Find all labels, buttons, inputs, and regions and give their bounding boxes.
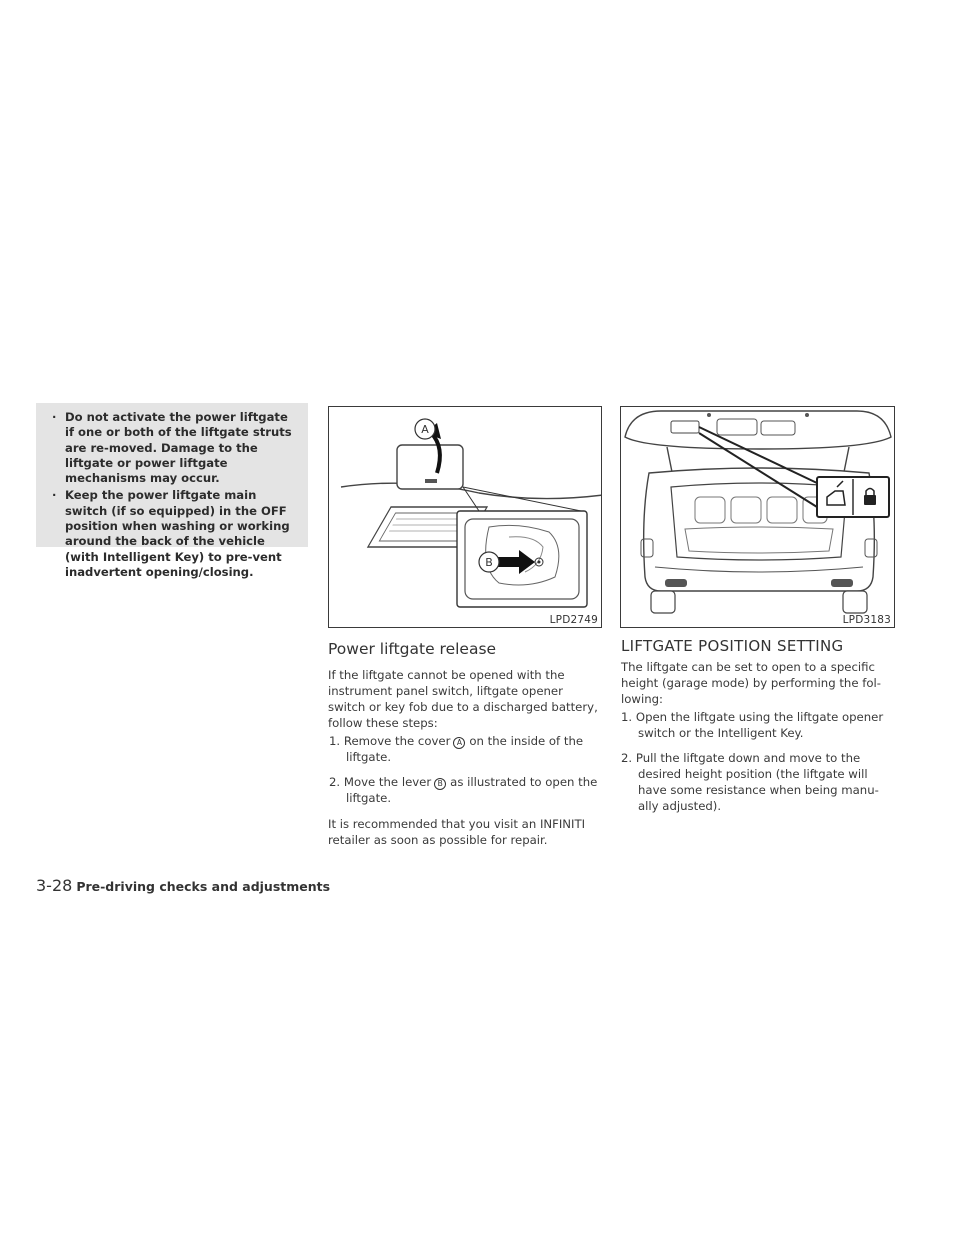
- position-intro: The liftgate can be set to open to a specific height (garage mode) by performing the fol-lowing:: [621, 660, 881, 706]
- bullet: ·: [52, 488, 57, 503]
- page-footer: [36, 876, 330, 895]
- marker-a: A: [453, 737, 465, 749]
- warning-text: Do not activate the power liftgate if one or both of the liftgate struts are re-moved. Damage to the liftgate or power liftgate mechanisms may occur.: [65, 410, 292, 486]
- marker-b: B: [434, 778, 446, 790]
- page-number: 3-28: [36, 876, 73, 895]
- step-text: 1. Remove the cover: [329, 734, 451, 748]
- release-step-1: [329, 733, 602, 765]
- warning-box: [36, 403, 308, 579]
- position-step-1: 1. Open the liftgate using the liftgate opener switch or the Intelligent Key.: [621, 710, 884, 740]
- figure-code: LPD3183: [842, 614, 891, 626]
- step-text: as illustrated to open the liftgate.: [346, 775, 598, 805]
- step-text: on the inside of the liftgate.: [346, 734, 584, 764]
- warning-text: Keep the power liftgate main switch (if so equipped) in the OFF position when washing or working around the back of the vehicle (with Intelligent Key) to pre-vent inadvertent opening/closing.: [65, 488, 290, 579]
- section-title: Pre-driving checks and adjustments: [76, 879, 331, 894]
- section-heading-position: LIFTGATE POSITION SETTING: [621, 637, 844, 655]
- warning-item: [46, 410, 298, 486]
- figure-cargo-switch: [620, 406, 895, 628]
- step-text: 2. Move the lever: [329, 775, 432, 789]
- cover-lever-illustration: [329, 407, 602, 628]
- label-a: A: [421, 423, 429, 436]
- release-outro: It is recommended that you visit an INFINITI retailer as soon as possible for repair.: [328, 817, 586, 847]
- cargo-switch-illustration: [621, 407, 895, 628]
- figure-cover-lever: [328, 406, 602, 628]
- release-step-2: [329, 774, 602, 806]
- release-intro: If the liftgate cannot be opened with the instrument panel switch, liftgate opener switch or key fob due to a discharged battery, follow these steps:: [328, 668, 598, 730]
- label-b: B: [485, 556, 493, 569]
- warning-item: [46, 488, 298, 580]
- section-heading-release: Power liftgate release: [328, 640, 497, 658]
- figure-code: LPD2749: [549, 614, 598, 626]
- bullet: ·: [52, 410, 57, 424]
- position-step-2: 2. Pull the liftgate down and move to the desired height position (the liftgate will have some resistance when being manu-ally adjusted).: [621, 751, 879, 813]
